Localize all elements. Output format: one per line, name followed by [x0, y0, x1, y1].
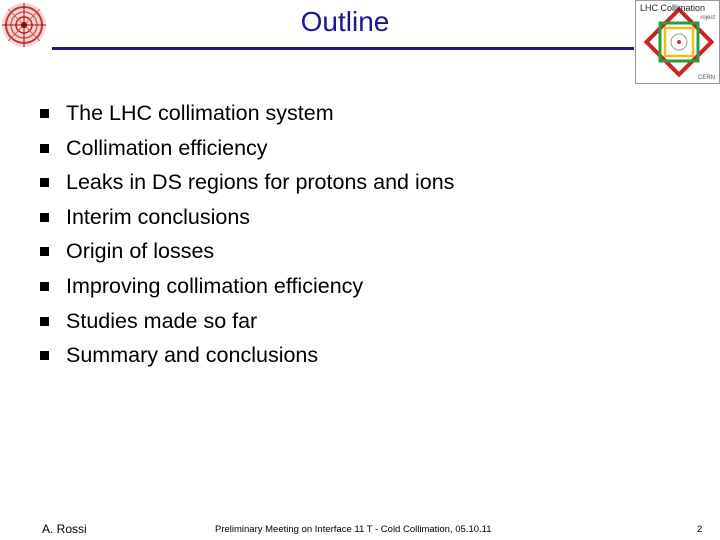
square-bullet-icon — [40, 351, 49, 360]
square-bullet-icon — [40, 213, 49, 222]
outline-item: Collimation efficiency — [40, 131, 454, 166]
outline-item: Improving collimation efficiency — [40, 269, 454, 304]
lhc-collimation-logo-icon — [635, 0, 720, 84]
outline-item: Leaks in DS regions for protons and ions — [40, 165, 454, 200]
page-number: 2 — [697, 524, 703, 535]
square-bullet-icon — [40, 317, 49, 326]
square-bullet-icon — [40, 282, 49, 291]
outline-item: Origin of losses — [40, 234, 454, 269]
outline-item: Interim conclusions — [40, 200, 454, 235]
square-bullet-icon — [40, 144, 49, 153]
square-bullet-icon — [40, 178, 49, 187]
square-bullet-icon — [40, 109, 49, 118]
logo-sublabel: roject — [700, 15, 715, 21]
logo-footer: CERN — [697, 75, 715, 81]
footer-author: A. Rossi — [42, 522, 87, 536]
slide-title: Outline — [300, 6, 390, 37]
outline-list — [40, 96, 454, 373]
outline-item: Studies made so far — [40, 304, 454, 339]
outline-item: Summary and conclusions — [40, 338, 454, 373]
title-underline — [52, 47, 634, 50]
outline-item: The LHC collimation system — [40, 96, 454, 131]
footer-meeting: Preliminary Meeting on Interface 11 T - Cold Collimation, 05.10.11 — [215, 524, 492, 535]
logo-label: LHC Collimation — [640, 3, 706, 13]
square-bullet-icon — [40, 247, 49, 256]
